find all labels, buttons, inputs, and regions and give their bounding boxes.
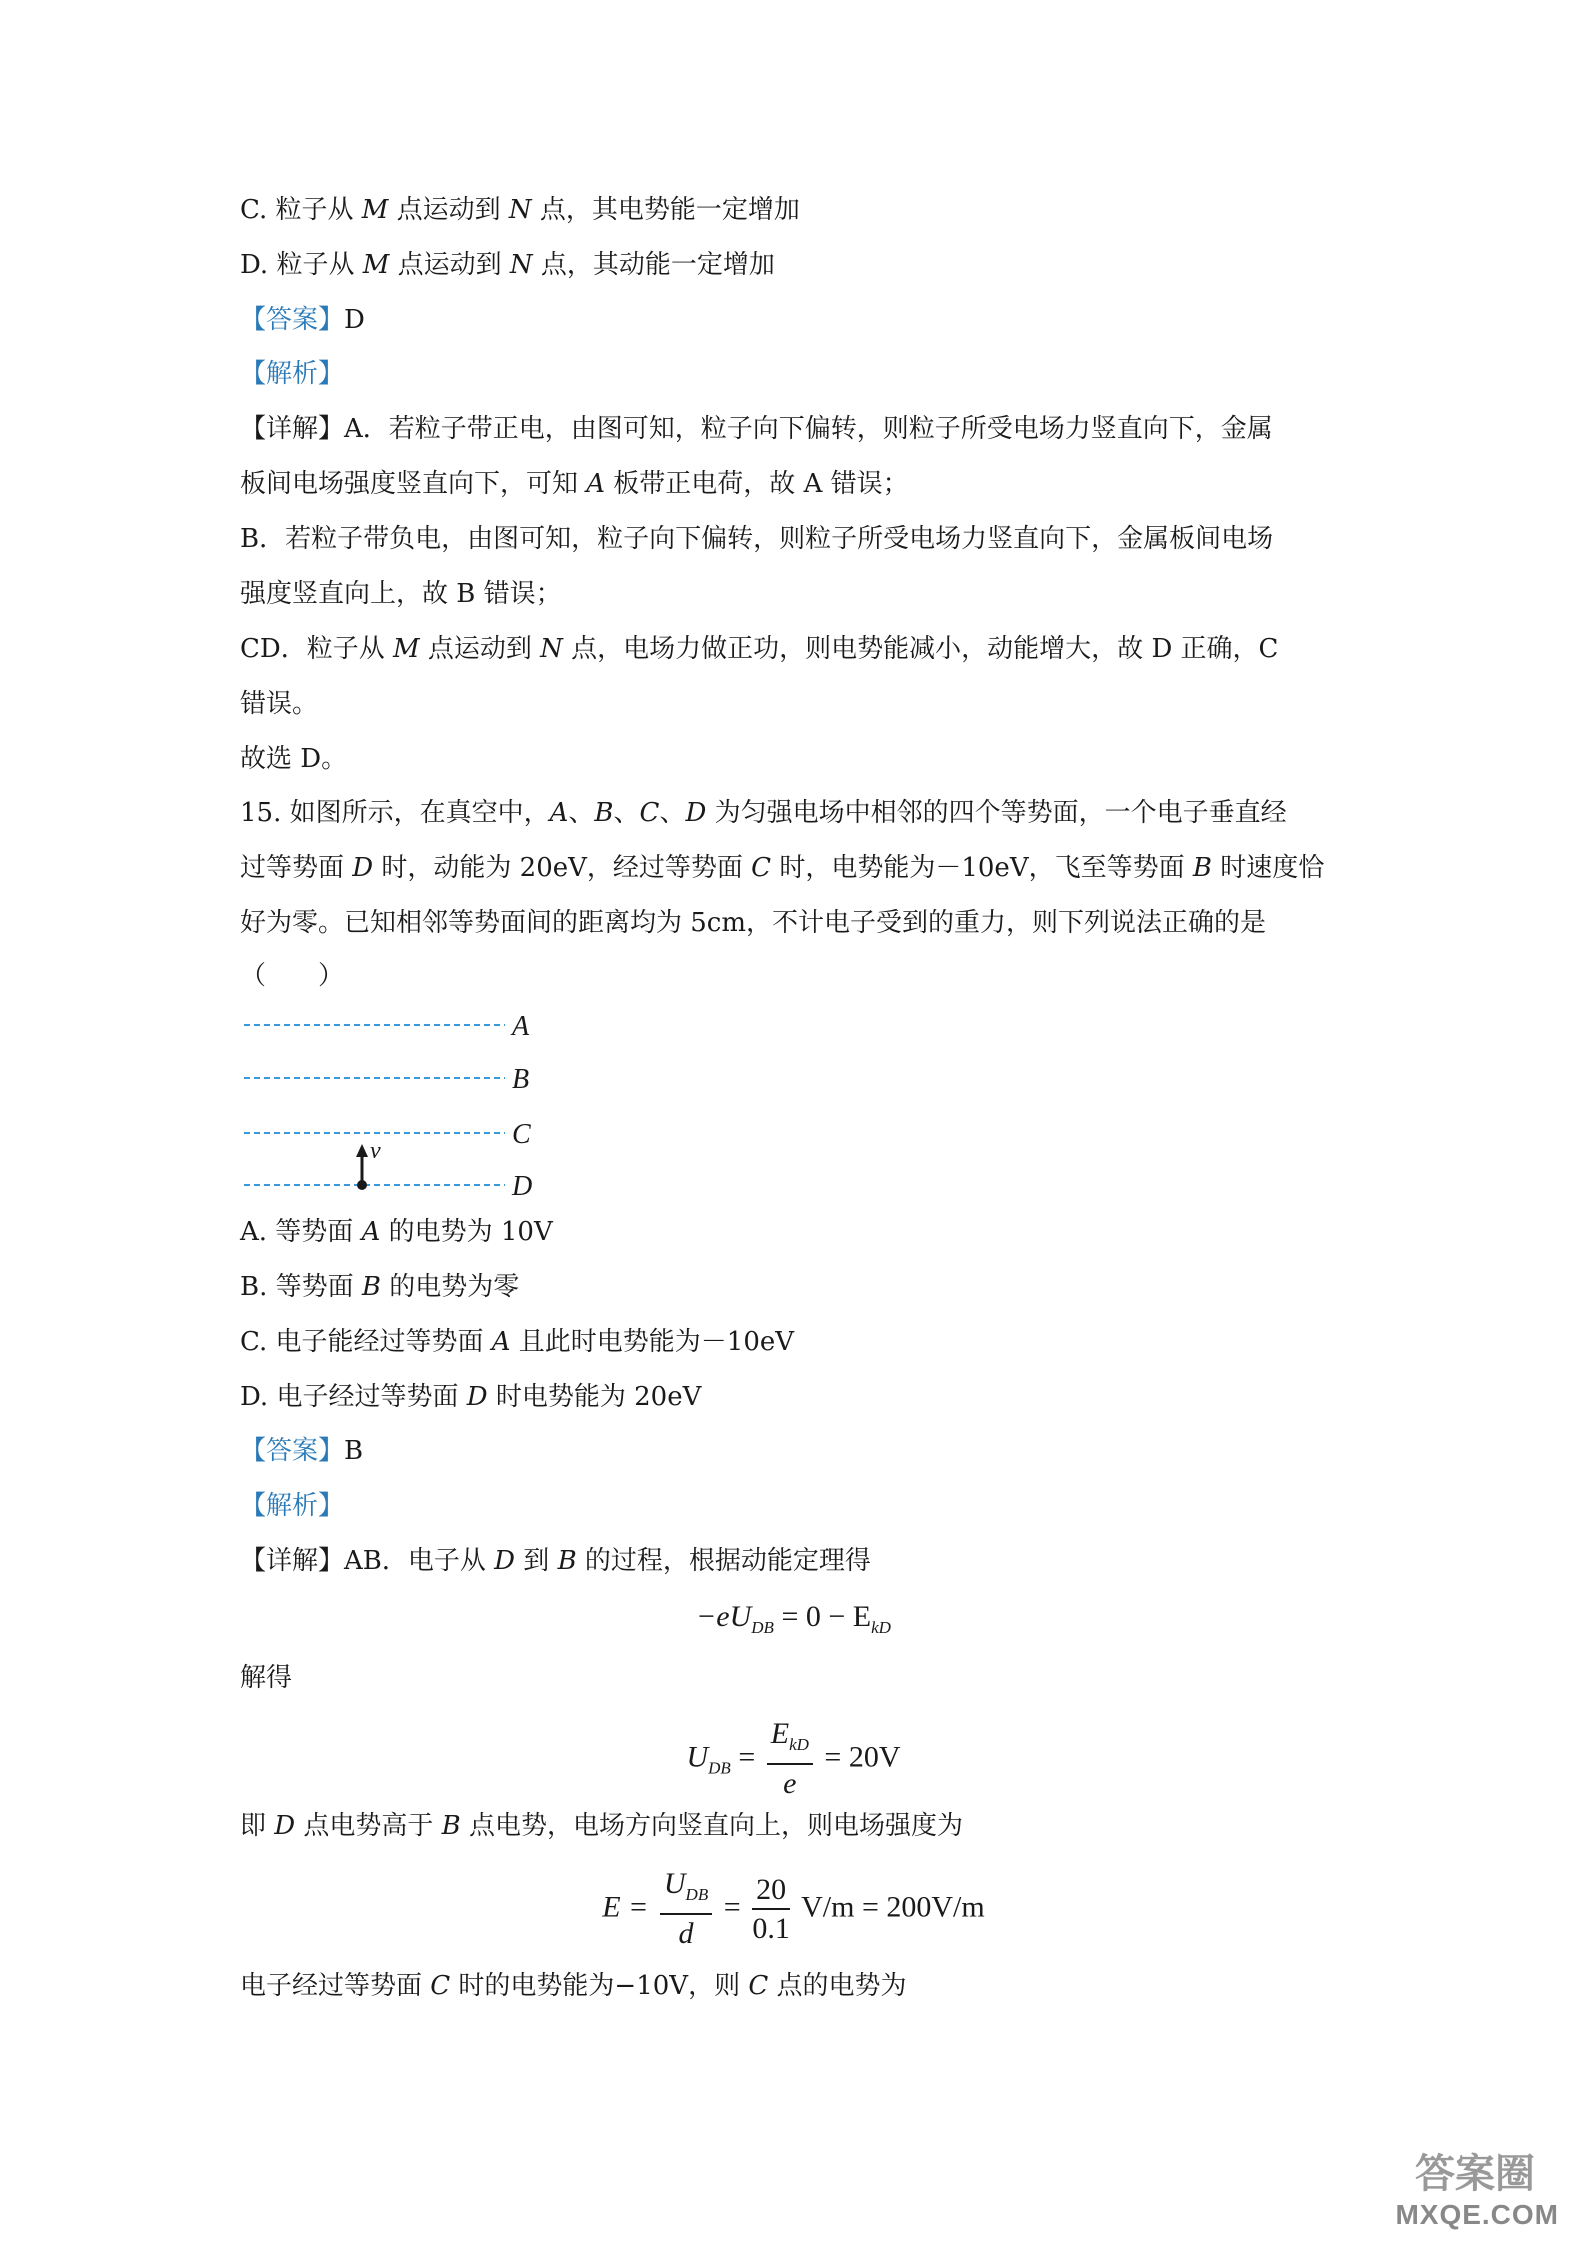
equation-3-fraction-1: $\frac{U_{DB}}{d}$ <box>660 1866 712 1953</box>
plane-c-label: C <box>512 1119 531 1150</box>
q14-explanation-2a: B．若粒子带负电，由图可知，粒子向下偏转，则粒子所受电场力竖直向下，金属板间电场 <box>240 524 1274 554</box>
q14-explanation-2b: 强度竖直向上，故 B 错误； <box>240 579 562 609</box>
plane-b-label: B <box>512 1064 530 1095</box>
q15-option-c: C. 电子能经过等势面 A 且此时电势能为－10eV <box>240 1327 795 1357</box>
q15-stem-line-2: 过等势面 D 时，动能为 20eV，经过等势面 C 时，电势能为－10eV，飞至等势面 B 时速度恰 <box>240 853 1325 883</box>
plane-a-label: A <box>512 1011 530 1042</box>
equipotential-diagram <box>240 1000 560 1200</box>
equation-1: $-eU_{DB} = 0 - E_{kD}$ <box>696 1600 891 1637</box>
q14-explanation-3b: 错误。 <box>240 689 319 719</box>
q14-answer: 【答案】D <box>240 305 365 335</box>
equation-3: E = $\frac{U_{DB}}{d}$ = $\frac{20}{0.1}$ V/m = 200V/m <box>0 1866 1587 1953</box>
q15-option-d: D. 电子经过等势面 D 时电势能为 20eV <box>240 1382 702 1412</box>
q14-explanation-3a: CD．粒子从 M 点运动到 N 点，电场力做正功，则电势能减小，动能增大，故 D 正确，C <box>240 634 1279 664</box>
q15-explanation-1: 【详解】AB．电子从 D 到 B 的过程，根据动能定理得 <box>240 1546 871 1576</box>
q14-explanation-1b: 板间电场强度竖直向下，可知 A 板带正电荷，故 A 错误； <box>240 469 909 499</box>
q15-explanation-2: 即 D 点电势高于 B 点电势，电场方向竖直向上，则电场强度为 <box>240 1811 964 1841</box>
plane-d-label: D <box>512 1171 533 1200</box>
velocity-label: v <box>370 1138 381 1164</box>
equation-2: $U_{DB}$ = $\frac{E_{kD}}{e}$ = 20V <box>0 1716 1587 1803</box>
q15-analysis-heading: 【解析】 <box>240 1491 345 1521</box>
watermark-logo: 答案圈 <box>1415 2151 1535 2197</box>
q14-option-d: D. 粒子从 M 点运动到 N 点，其动能一定增加 <box>240 250 775 280</box>
electron-dot <box>357 1180 367 1190</box>
q15-stem-line-1: 15. 如图所示，在真空中，A、B、C、D 为匀强电场中相邻的四个等势面，一个电子垂直经 <box>240 798 1287 828</box>
q14-conclusion: 故选 D。 <box>240 744 348 774</box>
q14-option-c: C. 粒子从 M 点运动到 N 点，其电势能一定增加 <box>240 195 800 225</box>
q15-option-a: A. 等势面 A 的电势为 10V <box>240 1217 553 1247</box>
velocity-arrowhead <box>356 1144 368 1157</box>
q14-analysis-heading: 【解析】 <box>240 359 345 389</box>
equation-2-fraction: $\frac{E_{kD}}{e}$ <box>767 1716 813 1803</box>
q15-explanation-3: 电子经过等势面 C 时的电势能为−10V，则 C 点的电势为 <box>240 1971 907 2001</box>
equation-3-fraction-2: $\frac{20}{0.1}$ <box>752 1872 790 1945</box>
q15-paren: （ ） <box>240 961 345 991</box>
q14-explanation-1a: 【详解】A．若粒子带正电，由图可知，粒子向下偏转，则粒子所受电场力竖直向下，金属 <box>240 414 1273 444</box>
q15-solve-label: 解得 <box>240 1663 293 1693</box>
q15-stem-line-3: 好为零。已知相邻等势面间的距离均为 5cm，不计电子受到的重力，则下列说法正确的是 <box>240 908 1267 938</box>
q15-option-b: B. 等势面 B 的电势为零 <box>240 1272 520 1302</box>
watermark-url: MXQE.COM <box>1395 2199 1559 2230</box>
q15-answer: 【答案】B <box>240 1436 364 1466</box>
